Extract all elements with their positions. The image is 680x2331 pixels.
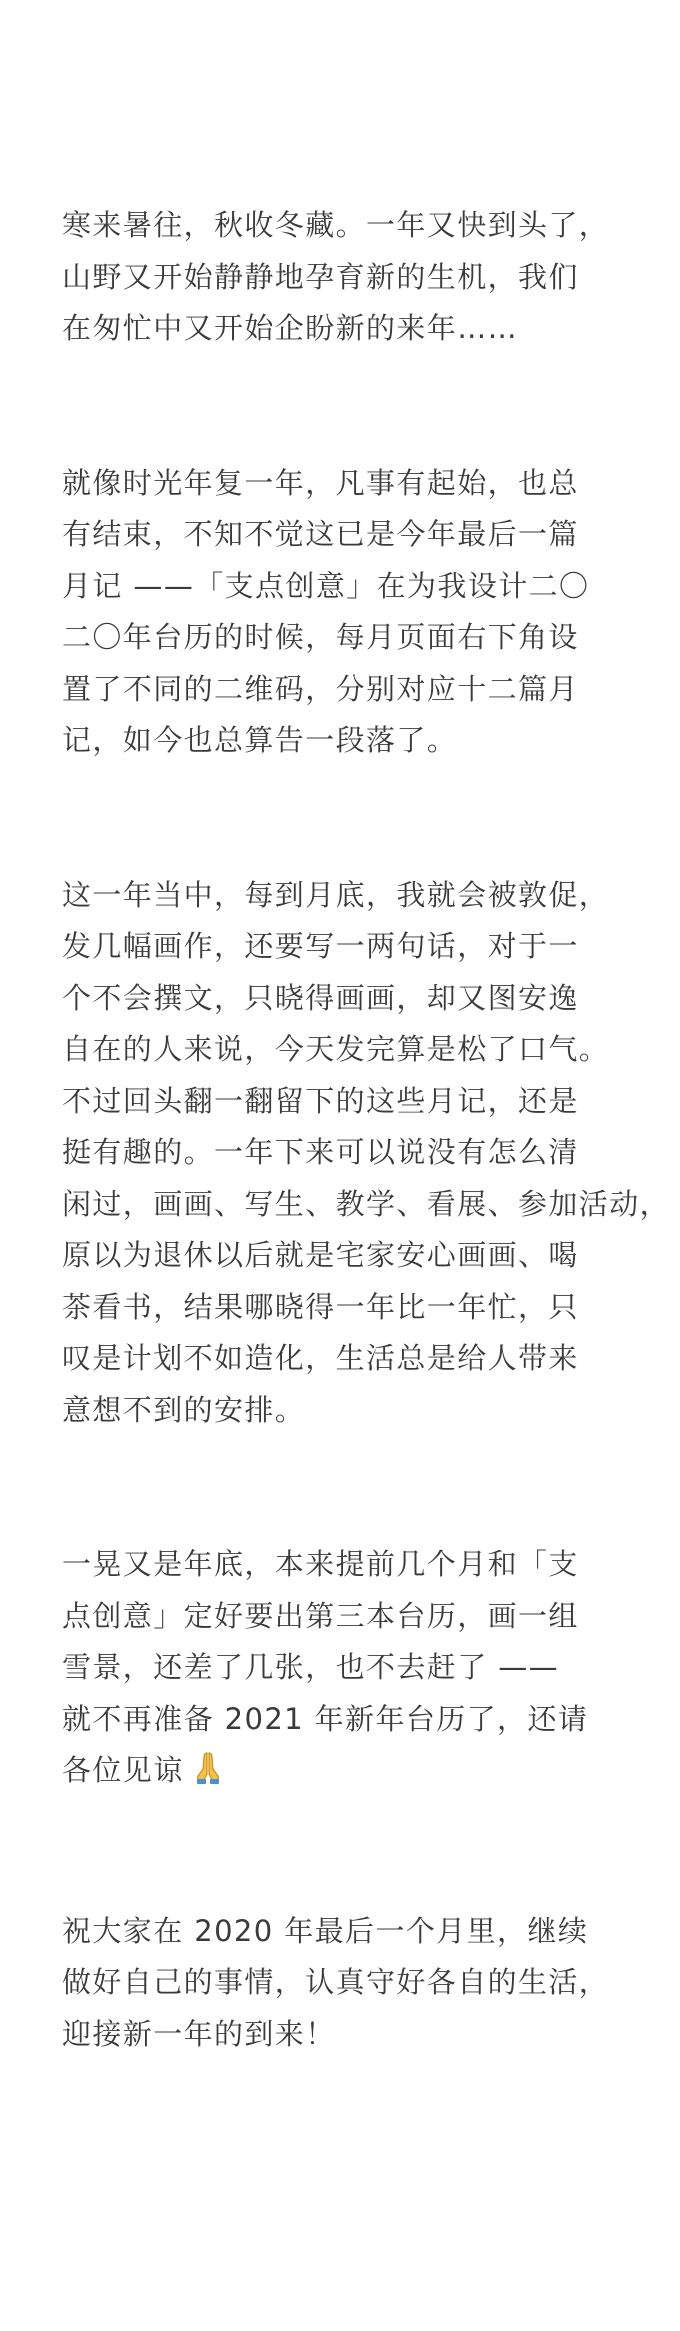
text-line: 月记 ——「支点创意」在为我设计二〇	[62, 568, 590, 603]
text-line: 点创意」定好要出第三本台历，画一组	[62, 1598, 579, 1633]
text-line: 这一年当中，每到月底，我就会被敦促，	[62, 877, 610, 912]
paragraph-gap	[62, 355, 624, 458]
text-line: 雪景，还差了几张，也不去赶了 ——	[62, 1650, 560, 1684]
text-line: 记，如今也总算告一段落了。	[62, 723, 458, 757]
text-line: 二〇年台历的时候，每月页面右下角设	[62, 620, 579, 654]
text-line: 发几幅画作，还要写一两句话，对于一	[62, 929, 579, 963]
text-line: 不过回头翻一翻留下的这些月记，还是	[62, 1083, 579, 1118]
paragraph-gap	[62, 1436, 624, 1539]
text-line: 山野又开始静静地孕育新的生机，我们	[62, 259, 579, 294]
paragraph-4	[62, 1539, 624, 1803]
text-line: 置了不同的二维码，分别对应十二篇月	[62, 671, 579, 706]
text-line: 一晃又是年底，本来提前几个月和「支	[62, 1547, 579, 1581]
paragraph-5	[62, 1906, 624, 2061]
paragraph-gap	[62, 1803, 624, 1906]
text-line: 个不会撰文，只晓得画画，却又图安逸	[62, 980, 579, 1015]
paragraph-2	[62, 458, 624, 767]
text-line: 茶看书，结果哪晓得一年比一年忙，只	[62, 1289, 579, 1324]
text-line: 闲过，画画、写生、教学、看展、参加活动，	[62, 1186, 671, 1221]
text-line: 就像时光年复一年，凡事有起始，也总	[62, 465, 579, 500]
text-line: 寒来暑往，秋收冬藏。一年又快到头了，	[62, 208, 610, 242]
text-line: 自在的人来说，今天发完算是松了口气。	[62, 1032, 610, 1066]
text-line: 有结束，不知不觉这已是今年最后一篇	[62, 517, 579, 551]
text-line: 迎接新一年的到来！	[62, 2016, 336, 2051]
paragraph-gap	[62, 767, 624, 870]
paragraph-3	[62, 870, 671, 1437]
text-line: 意想不到的安排。	[62, 1392, 306, 1427]
text-line: 原以为退休以后就是宅家安心画画、喝	[62, 1238, 579, 1272]
text-line: 叹是计划不如造化，生活总是给人带来	[62, 1341, 579, 1375]
text-line-with-emoji	[62, 1745, 624, 1803]
text-line: 各位见谅	[62, 1753, 184, 1787]
text-line: 做好自己的事情，认真守好各自的生活，	[62, 1965, 610, 1999]
folded-hands-icon	[190, 1750, 226, 1803]
text-line: 在匆忙中又开始企盼新的来年……	[62, 311, 519, 345]
text-line: 就不再准备 2021 年新年台历了，还请	[62, 1701, 589, 1736]
text-line: 祝大家在 2020 年最后一个月里，继续	[62, 1913, 589, 1948]
paragraph-1	[62, 200, 624, 355]
article-body	[62, 200, 671, 2060]
text-line: 挺有趣的。一年下来可以说没有怎么清	[62, 1135, 579, 1169]
